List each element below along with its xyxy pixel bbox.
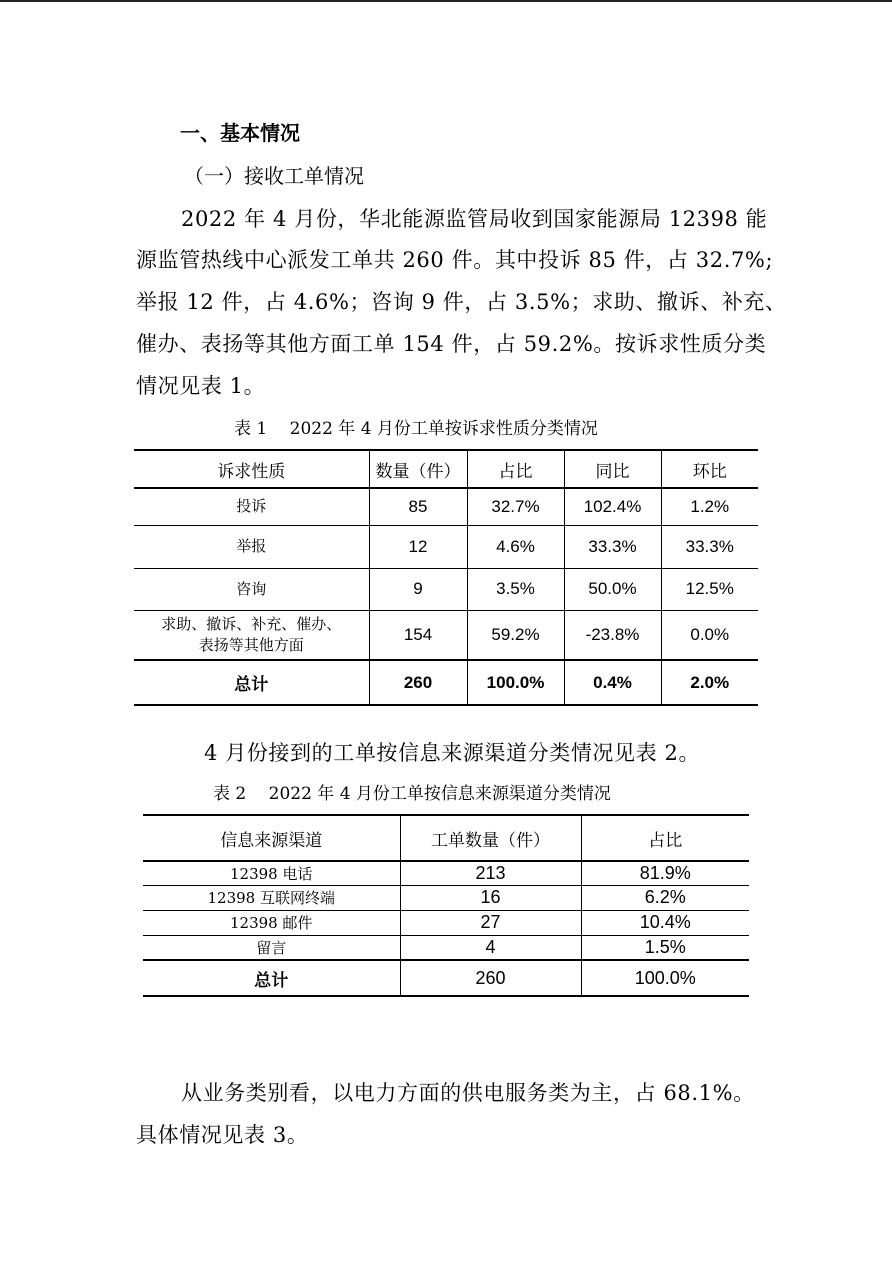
table-cell: 1.5% <box>581 935 749 960</box>
table-cell: 6.2% <box>581 885 749 910</box>
table-cell: 总计 <box>254 970 289 990</box>
table-cell: 102.4% <box>564 488 661 525</box>
table-cell: 10.4% <box>581 910 749 935</box>
table-cell: 1.2% <box>661 488 758 525</box>
table1-total-row <box>134 660 758 705</box>
table2-caption: 表 2 2022 年 4 月份工单按信息来源渠道分类情况 <box>213 784 611 804</box>
table-cell: 9 <box>369 568 467 610</box>
table-cell: 100.0% <box>581 960 749 996</box>
table-cell: 2.0% <box>661 660 758 705</box>
table-cell: 总计 <box>234 675 269 694</box>
subsection-heading: （一）接收工单情况 <box>184 164 364 188</box>
table-cell: 12398 互联网终端 <box>207 889 335 907</box>
closing-line-2: 具体情况见表 3。 <box>136 1123 309 1147</box>
table-cell: 85 <box>369 488 467 525</box>
table2-intro-text: 4 月份接到的工单按信息来源渠道分类情况见表 2。 <box>204 741 701 765</box>
table-cell: 154 <box>369 610 467 660</box>
table-source-channel <box>143 814 749 997</box>
table1-header-cell: 同比 <box>564 450 661 488</box>
table-cell: 27 <box>400 910 581 935</box>
table1-header-cell: 数量（件） <box>369 450 467 488</box>
table-cell: 投诉 <box>236 497 267 516</box>
table1-header-cell: 占比 <box>467 450 564 488</box>
table-cell: 33.3% <box>564 525 661 568</box>
cell-line-2: 表扬等其他方面 <box>198 635 304 654</box>
table-cell: 260 <box>400 960 581 996</box>
table1-header-cell: 环比 <box>661 450 758 488</box>
table-cell: 4 <box>400 935 581 960</box>
table-cell: 32.7% <box>467 488 564 525</box>
table-row <box>134 525 758 568</box>
intro-line-5: 情况见表 1。 <box>136 374 266 398</box>
intro-line-2: 源监管热线中心派发工单共 260 件。其中投诉 85 件，占 32.7%; <box>136 248 774 272</box>
table-cell: 12398 电话 <box>230 864 313 883</box>
table1-caption: 表 1 2022 年 4 月份工单按诉求性质分类情况 <box>234 419 598 439</box>
table2-header-row <box>143 815 749 861</box>
table1-header-cell: 诉求性质 <box>217 461 286 481</box>
table-cell: 16 <box>400 885 581 910</box>
table-cell <box>134 610 369 660</box>
intro-line-3: 举报 12 件，占 4.6%；咨询 9 件，占 3.5%；求助、撤诉、补充、 <box>136 290 787 314</box>
table-cell: 12.5% <box>661 568 758 610</box>
page-top-border <box>0 0 892 2</box>
table-cell: 咨询 <box>236 579 267 598</box>
section-heading: 一、基本情况 <box>180 121 300 145</box>
table-cell: 213 <box>400 861 581 885</box>
table-cell: 12398 邮件 <box>230 914 313 932</box>
table-row <box>143 910 749 935</box>
table-row <box>143 885 749 910</box>
table-cell: 50.0% <box>564 568 661 610</box>
table-complaint-nature <box>134 449 758 706</box>
table-cell: 4.6% <box>467 525 564 568</box>
table-cell: 260 <box>369 660 467 705</box>
table-row <box>134 610 758 660</box>
table-cell: 0.4% <box>564 660 661 705</box>
table-cell: 81.9% <box>581 861 749 885</box>
table-row <box>134 488 758 525</box>
table2-total-row <box>143 960 749 996</box>
table-cell: 33.3% <box>661 525 758 568</box>
table-row <box>143 861 749 885</box>
table-row <box>134 568 758 610</box>
table2-header-cell: 工单数量（件） <box>400 815 581 861</box>
table2-header-cell: 信息来源渠道 <box>220 830 323 850</box>
table-cell: 留言 <box>256 938 287 957</box>
table-cell: 0.0% <box>661 610 758 660</box>
table-row <box>143 935 749 960</box>
table-cell: 59.2% <box>467 610 564 660</box>
table2-header-cell: 占比 <box>581 815 749 861</box>
table1-header-row <box>134 450 758 488</box>
table-cell: 100.0% <box>467 660 564 705</box>
table-cell: 举报 <box>236 537 267 555</box>
closing-line-1: 从业务类别看，以电力方面的供电服务类为主，占 68.1%。 <box>181 1081 755 1105</box>
intro-line-4: 催办、表扬等其他方面工单 154 件，占 59.2%。按诉求性质分类 <box>136 332 767 356</box>
intro-line-1: 2022 年 4 月份，华北能源监管局收到国家能源局 12398 能 <box>181 207 768 231</box>
table-cell: 12 <box>369 525 467 568</box>
table-cell: 3.5% <box>467 568 564 610</box>
table-cell: -23.8% <box>564 610 661 660</box>
cell-line-1: 求助、撤诉、补充、催办、 <box>161 614 342 633</box>
